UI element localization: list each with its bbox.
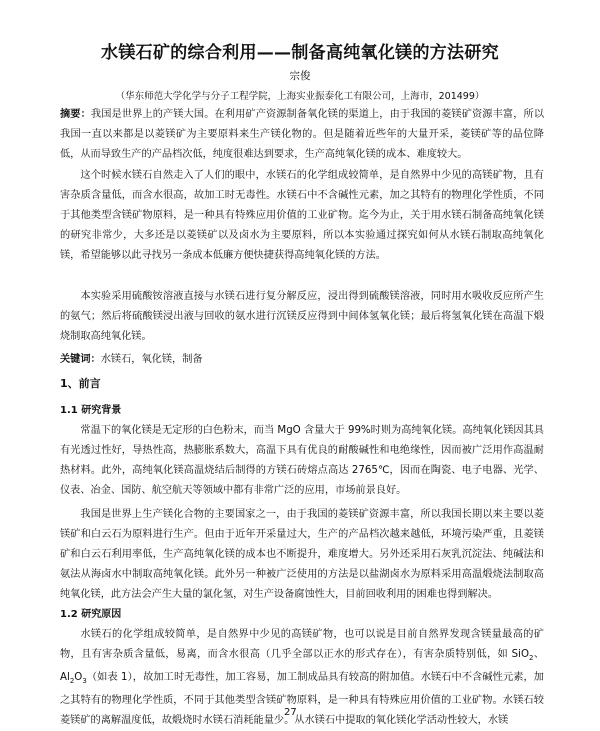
background-paragraph-1: 常温下的氧化镁是无定形的白色粉末，而当 MgO 含量大于 99%时则为高纯氧化镁。高纯氧化镁因其具有光透过性好，导热性高，热膨胀系数大，高温下具有优良的耐酸碱性和电绝缘性，因而被广泛用作高温耐热材料。此外，高纯氧化镁高温烧结后制得的方镁石砖熔点高达 2765℃，因而在陶瓷、电子电器、光学、仪表、冶金、国防、航空航天等领域中都有非常广泛的应用，市场前景良好。	[60, 425, 544, 496]
paper-title: 水镁石矿的综合利用——制备高纯氧化镁的方法研究	[101, 43, 499, 63]
affiliation: （华东师范大学化学与分子工程学院，上海实业振泰化工有限公司，上海市，201499）	[115, 91, 485, 102]
intro-paragraph-1: 这个时候水镁石自然走入了人们的眼中，水镁石的化学组成较简单，是自然界中少见的高镁矿物，且有害杂质含量低，而含水很高，故加工时无毒性。水镁石中不含碱性元素，加之其特有的物理化学性质，不同于其他类型含镁矿物原料，是一种具有特殊应用价值的工业矿物。迄今为止，关于用水镁石制备高纯氧化镁的研究非常少，大多还是以菱镁矿以及卤水为主要原料，所以本实验通过探究如何从水镁石制取高纯氧化镁，希望能够以此寻找另一条成本低廉方便快捷获得高纯氧化镁的方法。	[60, 170, 544, 261]
reason-paragraph-1: 水镁石的化学组成较简单，是自然界中少见的高镁矿物，也可以说是目前自然界发现含镁量最高的矿物，且有害杂质含量低，易离，而含水很高（几乎全部以正水的形式存在），有害杂质特别低，如 SiO$_2$、$Al_2O_3$（如表 1），故加工时无毒性，加工容易，加工制成品具有较高的附加值。水镁石中不含碱性元素，加之其特有的物理化学性质，不同于其他类型含镁矿物原料，是一种具有特殊应用价值的工业矿物。水镁石较菱镁矿的离解温度低，故煅烧时水镁石消耗能量少。从水镁石中提取的氧化镁化学活动性较大，水镁	[60, 629, 545, 727]
page-number: 27	[284, 707, 297, 718]
section-heading-1: 1、前言	[60, 377, 101, 390]
abstract	[60, 105, 544, 165]
author-name: 宗俊	[289, 70, 311, 82]
keywords	[60, 350, 544, 370]
keywords-label: 关键词：	[60, 354, 101, 365]
abstract-label: 摘要：	[60, 109, 91, 120]
intro-paragraph-2: 本实验采用硫酸铵溶液直接与水镁石进行复分解反应，浸出得到硫酸镁溶液，同时用水吸收反应所产生的氨气；然后将硫酸镁浸出液与回收的氨水进行沉镁反应得到中间体氢氧化镁；最后将氢氧化镁在高温下煅烧制取高纯氧化镁。	[60, 291, 544, 342]
section-heading-1-1: 1.1 研究背景	[60, 405, 122, 416]
abstract-text: 我国是世界上的产镁大国。在利用矿产资源制备氧化镁的渠道上，由于我国的菱镁矿资源丰富，所以我国一直以来都是以菱镁矿为主要原料来生产镁化物的。但是随着近些年的大量开采，菱镁矿等的品位降低，从而导致生产的产品档次低，纯度很难达到要求，生产高纯氧化镁的成本、难度较大。	[60, 109, 545, 160]
section-heading-1-2: 1.2 研究原因	[60, 609, 122, 620]
background-paragraph-2: 我国是世界上生产镁化合物的主要国家之一，由于我国的菱镁矿资源丰富，所以我国长期以来主要以菱镁矿和白云石为原料进行生产。但由于近年开采量过大，生产的产品档次越来越低，环境污染严重，且菱镁矿和白云石利用率低，生产高纯氧化镁的成本也不断提升，难度增大。另外还采用石灰乳沉淀法、纯碱法和氨法从海卤水中制取高纯氧化镁。此外另一种被广泛使用的方法是以盐湖卤水为原料采用高温煅烧法制取高纯氧化镁，此方法会产生大量的氯化氢，对生产设备腐蚀性大，目前回收利用的困难也得到解决。	[60, 509, 544, 600]
keywords-text: 水镁石，氧化镁，制备	[100, 354, 203, 365]
